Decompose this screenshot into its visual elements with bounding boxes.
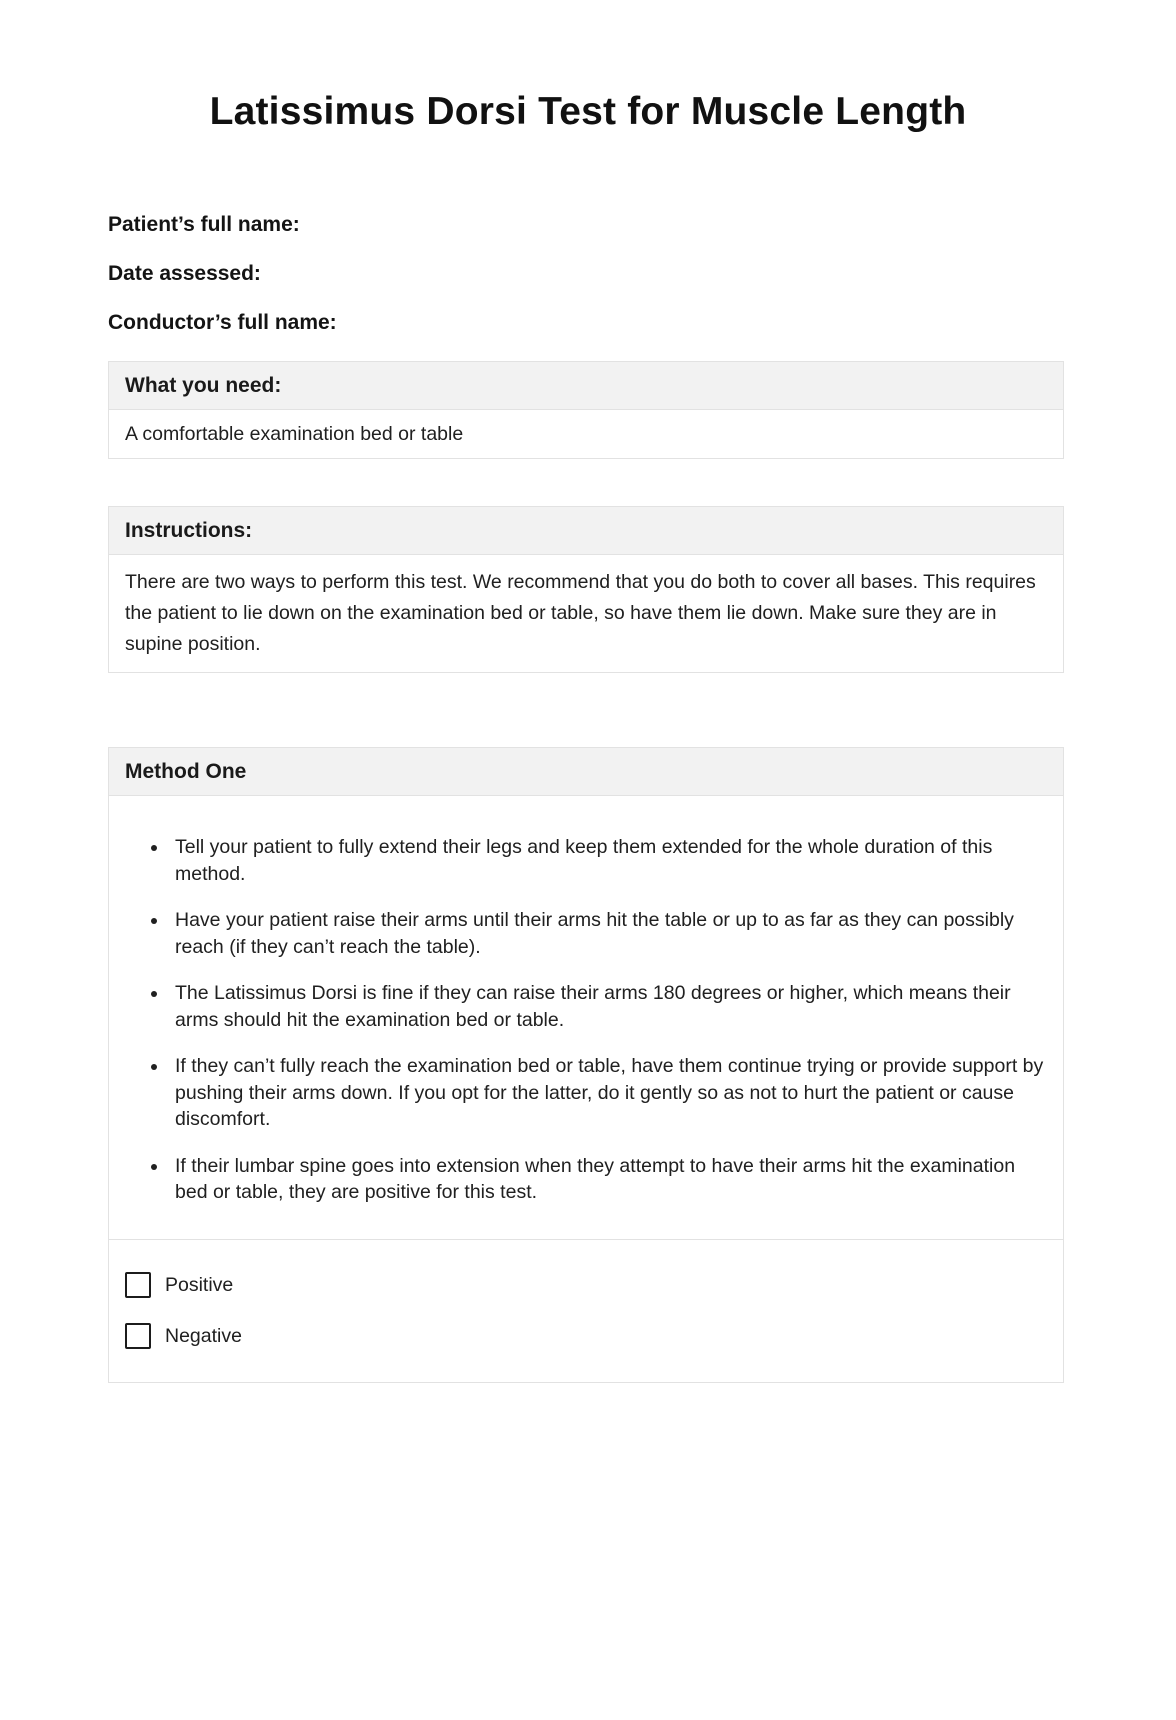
instructions-header: Instructions:	[109, 507, 1063, 555]
method-one-bullet-list	[125, 834, 1047, 1206]
result-options	[109, 1239, 1063, 1382]
document-content	[108, 214, 1064, 1383]
instructions-section	[108, 506, 1064, 673]
method-one-header: Method One	[109, 748, 1063, 796]
negative-checkbox[interactable]	[125, 1323, 151, 1349]
negative-label: Negative	[165, 1324, 242, 1347]
method-one-body	[109, 796, 1063, 1239]
what-you-need-header: What you need:	[109, 362, 1063, 410]
positive-checkbox[interactable]	[125, 1272, 151, 1298]
method-one-bullet: • Have your patient raise their arms until their arms hit the table or up to as far as they can possibly reach (if they can’t reach the table).	[169, 907, 1047, 960]
method-one-bullet: • The Latissimus Dorsi is fine if they can raise their arms 180 degrees or higher, which means their arms should hit the examination bed or table.	[169, 980, 1047, 1033]
instructions-body: There are two ways to perform this test. We recommend that you do both to cover all bases. This requires the patient to lie down on the examination bed or table, so have them lie down. Make sure they are in supine position.	[125, 571, 1036, 655]
conductor-name-label: Conductor’s full name:	[108, 311, 337, 334]
document-title: Latissimus Dorsi Test for Muscle Length	[209, 90, 967, 133]
what-you-need-section	[108, 361, 1064, 459]
method-one-section	[108, 747, 1064, 1383]
patient-info-fields	[108, 214, 1064, 334]
document-page	[0, 90, 1176, 1720]
positive-label: Positive	[165, 1273, 234, 1296]
negative-option-row	[125, 1323, 1047, 1349]
patient-name-label: Patient’s full name:	[108, 213, 300, 236]
date-assessed-label: Date assessed:	[108, 262, 261, 285]
positive-option-row	[125, 1272, 1047, 1298]
what-you-need-body: A comfortable examination bed or table	[125, 423, 464, 445]
method-one-bullet: • If their lumbar spine goes into extension when they attempt to have their arms hit the examination bed or table, they are positive for this test.	[169, 1153, 1047, 1206]
method-one-bullet: • If they can’t fully reach the examination bed or table, have them continue trying or provide support by pushing their arms down. If you opt for the latter, do it gently so as not to hurt the patient or cause discomfort.	[169, 1053, 1047, 1133]
method-one-bullet: • Tell your patient to fully extend their legs and keep them extended for the whole duration of this method.	[169, 834, 1047, 887]
